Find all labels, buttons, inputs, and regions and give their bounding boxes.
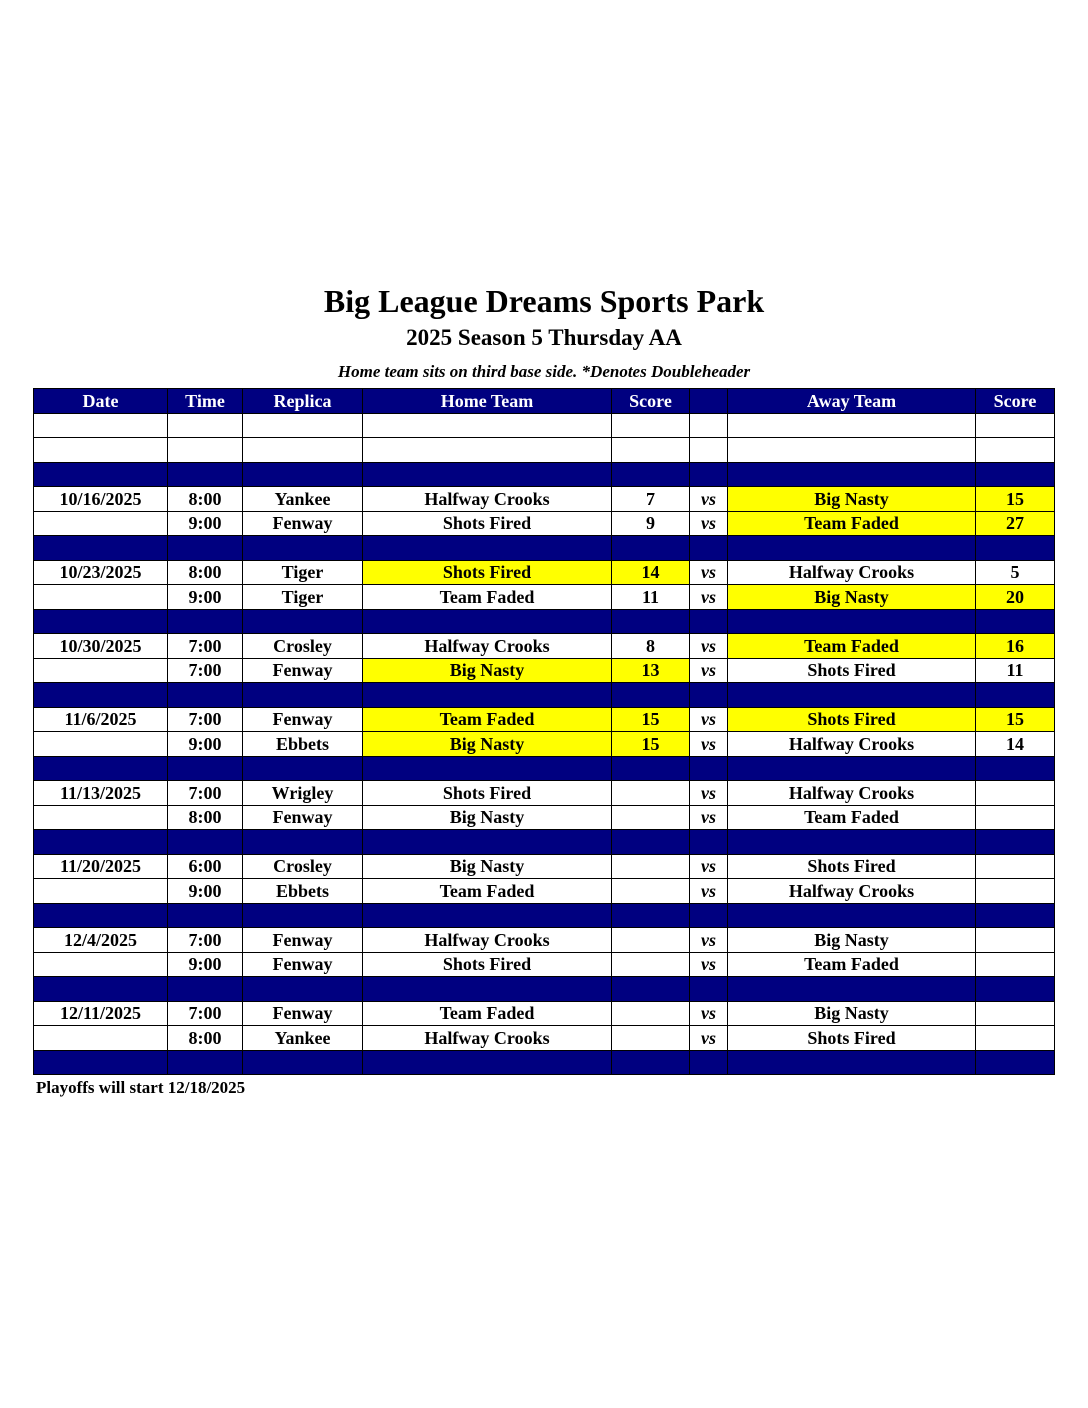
vs-label: vs bbox=[690, 952, 728, 977]
home-score: 13 bbox=[612, 658, 690, 683]
game-date: 11/6/2025 bbox=[34, 707, 168, 732]
game-date: 12/4/2025 bbox=[34, 928, 168, 953]
home-team: Big Nasty bbox=[363, 732, 612, 757]
header-home-score: Score bbox=[612, 389, 690, 414]
game-replica: Tiger bbox=[243, 585, 363, 610]
away-score bbox=[976, 781, 1055, 806]
separator-row bbox=[34, 830, 1055, 855]
separator-row bbox=[34, 977, 1055, 1002]
away-score bbox=[976, 879, 1055, 904]
vs-label: vs bbox=[690, 511, 728, 536]
home-score: 15 bbox=[612, 707, 690, 732]
game-replica: Fenway bbox=[243, 658, 363, 683]
away-team: Halfway Crooks bbox=[728, 732, 976, 757]
game-date bbox=[34, 1026, 168, 1051]
home-team: Team Faded bbox=[363, 585, 612, 610]
game-replica: Fenway bbox=[243, 511, 363, 536]
away-score bbox=[976, 952, 1055, 977]
game-time: 8:00 bbox=[168, 487, 243, 512]
home-team: Halfway Crooks bbox=[363, 634, 612, 659]
away-team: Halfway Crooks bbox=[728, 781, 976, 806]
game-replica: Wrigley bbox=[243, 781, 363, 806]
vs-label: vs bbox=[690, 585, 728, 610]
game-row bbox=[34, 634, 1055, 659]
away-score: 5 bbox=[976, 560, 1055, 585]
vs-label: vs bbox=[690, 854, 728, 879]
game-time: 7:00 bbox=[168, 781, 243, 806]
away-score: 15 bbox=[976, 707, 1055, 732]
game-row bbox=[34, 854, 1055, 879]
game-row bbox=[34, 732, 1055, 757]
game-row bbox=[34, 658, 1055, 683]
away-score: 14 bbox=[976, 732, 1055, 757]
separator-row bbox=[34, 1050, 1055, 1075]
home-score: 14 bbox=[612, 560, 690, 585]
game-replica: Ebbets bbox=[243, 732, 363, 757]
schedule-table bbox=[33, 388, 1055, 1075]
home-score: 11 bbox=[612, 585, 690, 610]
game-date bbox=[34, 732, 168, 757]
away-team: Team Faded bbox=[728, 634, 976, 659]
game-time: 8:00 bbox=[168, 1026, 243, 1051]
game-row bbox=[34, 560, 1055, 585]
game-time: 7:00 bbox=[168, 634, 243, 659]
away-team: Shots Fired bbox=[728, 658, 976, 683]
away-score: 27 bbox=[976, 511, 1055, 536]
game-date bbox=[34, 658, 168, 683]
game-replica: Fenway bbox=[243, 707, 363, 732]
away-score: 15 bbox=[976, 487, 1055, 512]
game-replica: Fenway bbox=[243, 805, 363, 830]
vs-label: vs bbox=[690, 928, 728, 953]
home-score bbox=[612, 1026, 690, 1051]
header-vs bbox=[690, 389, 728, 414]
playoffs-note: Playoffs will start 12/18/2025 bbox=[36, 1078, 246, 1097]
game-date: 11/20/2025 bbox=[34, 854, 168, 879]
away-team: Halfway Crooks bbox=[728, 560, 976, 585]
game-row bbox=[34, 585, 1055, 610]
away-team: Shots Fired bbox=[728, 1026, 976, 1051]
game-date: 10/16/2025 bbox=[34, 487, 168, 512]
game-time: 7:00 bbox=[168, 658, 243, 683]
home-score: 7 bbox=[612, 487, 690, 512]
game-time: 9:00 bbox=[168, 952, 243, 977]
separator-row bbox=[34, 903, 1055, 928]
home-team: Shots Fired bbox=[363, 781, 612, 806]
game-row bbox=[34, 511, 1055, 536]
home-team: Team Faded bbox=[363, 879, 612, 904]
home-team: Shots Fired bbox=[363, 560, 612, 585]
home-team: Team Faded bbox=[363, 707, 612, 732]
away-score: 20 bbox=[976, 585, 1055, 610]
game-date bbox=[34, 805, 168, 830]
header-home-team: Home Team bbox=[363, 389, 612, 414]
game-replica: Yankee bbox=[243, 487, 363, 512]
vs-label: vs bbox=[690, 1001, 728, 1026]
away-score bbox=[976, 928, 1055, 953]
game-time: 7:00 bbox=[168, 928, 243, 953]
game-time: 8:00 bbox=[168, 805, 243, 830]
away-team: Team Faded bbox=[728, 805, 976, 830]
away-score: 16 bbox=[976, 634, 1055, 659]
game-replica: Crosley bbox=[243, 854, 363, 879]
away-team: Big Nasty bbox=[728, 487, 976, 512]
home-team: Shots Fired bbox=[363, 952, 612, 977]
header-away-score: Score bbox=[976, 389, 1055, 414]
header-away-team: Away Team bbox=[728, 389, 976, 414]
game-date bbox=[34, 511, 168, 536]
vs-label: vs bbox=[690, 781, 728, 806]
vs-label: vs bbox=[690, 560, 728, 585]
game-time: 9:00 bbox=[168, 879, 243, 904]
home-score bbox=[612, 952, 690, 977]
header-replica: Replica bbox=[243, 389, 363, 414]
game-time: 9:00 bbox=[168, 511, 243, 536]
home-score bbox=[612, 781, 690, 806]
game-replica: Ebbets bbox=[243, 879, 363, 904]
separator-row bbox=[34, 536, 1055, 561]
game-date: 10/30/2025 bbox=[34, 634, 168, 659]
separator-row bbox=[34, 609, 1055, 634]
page-title: Big League Dreams Sports Park bbox=[323, 283, 765, 319]
home-team: Halfway Crooks bbox=[363, 487, 612, 512]
game-time: 7:00 bbox=[168, 1001, 243, 1026]
game-date: 12/11/2025 bbox=[34, 1001, 168, 1026]
blank-row bbox=[34, 438, 1055, 463]
away-score: 11 bbox=[976, 658, 1055, 683]
vs-label: vs bbox=[690, 879, 728, 904]
home-score: 15 bbox=[612, 732, 690, 757]
header-time: Time bbox=[168, 389, 243, 414]
vs-label: vs bbox=[690, 487, 728, 512]
game-time: 9:00 bbox=[168, 732, 243, 757]
game-row bbox=[34, 707, 1055, 732]
game-time: 9:00 bbox=[168, 585, 243, 610]
vs-label: vs bbox=[690, 1026, 728, 1051]
vs-label: vs bbox=[690, 707, 728, 732]
home-team: Halfway Crooks bbox=[363, 928, 612, 953]
vs-label: vs bbox=[690, 658, 728, 683]
game-row bbox=[34, 805, 1055, 830]
home-team: Big Nasty bbox=[363, 805, 612, 830]
separator-row bbox=[34, 756, 1055, 781]
away-team: Big Nasty bbox=[728, 585, 976, 610]
game-row bbox=[34, 781, 1055, 806]
vs-label: vs bbox=[690, 634, 728, 659]
game-date bbox=[34, 879, 168, 904]
schedule-body bbox=[34, 413, 1055, 1075]
home-score bbox=[612, 805, 690, 830]
header-row bbox=[34, 389, 1055, 414]
separator-row bbox=[34, 683, 1055, 708]
header-date: Date bbox=[34, 389, 168, 414]
away-team: Big Nasty bbox=[728, 928, 976, 953]
away-score bbox=[976, 805, 1055, 830]
away-team: Big Nasty bbox=[728, 1001, 976, 1026]
game-replica: Crosley bbox=[243, 634, 363, 659]
home-score: 8 bbox=[612, 634, 690, 659]
game-time: 6:00 bbox=[168, 854, 243, 879]
game-date: 10/23/2025 bbox=[34, 560, 168, 585]
home-team: Big Nasty bbox=[363, 658, 612, 683]
vs-label: vs bbox=[690, 732, 728, 757]
game-row bbox=[34, 879, 1055, 904]
game-row bbox=[34, 928, 1055, 953]
game-replica: Fenway bbox=[243, 928, 363, 953]
page-subtitle: 2025 Season 5 Thursday AA bbox=[406, 325, 682, 350]
game-replica: Yankee bbox=[243, 1026, 363, 1051]
away-score bbox=[976, 854, 1055, 879]
game-time: 8:00 bbox=[168, 560, 243, 585]
away-team: Team Faded bbox=[728, 511, 976, 536]
home-score bbox=[612, 854, 690, 879]
away-score bbox=[976, 1001, 1055, 1026]
home-score bbox=[612, 928, 690, 953]
away-team: Shots Fired bbox=[728, 707, 976, 732]
separator-row bbox=[34, 462, 1055, 487]
game-row bbox=[34, 1001, 1055, 1026]
away-team: Team Faded bbox=[728, 952, 976, 977]
game-replica: Fenway bbox=[243, 952, 363, 977]
home-team: Shots Fired bbox=[363, 511, 612, 536]
game-replica: Tiger bbox=[243, 560, 363, 585]
blank-row bbox=[34, 413, 1055, 438]
game-row bbox=[34, 952, 1055, 977]
game-replica: Fenway bbox=[243, 1001, 363, 1026]
home-score bbox=[612, 1001, 690, 1026]
home-team: Team Faded bbox=[363, 1001, 612, 1026]
home-team: Big Nasty bbox=[363, 854, 612, 879]
game-date bbox=[34, 952, 168, 977]
game-time: 7:00 bbox=[168, 707, 243, 732]
game-row bbox=[34, 1026, 1055, 1051]
away-team: Shots Fired bbox=[728, 854, 976, 879]
game-row bbox=[34, 487, 1055, 512]
home-score: 9 bbox=[612, 511, 690, 536]
home-team: Halfway Crooks bbox=[363, 1026, 612, 1051]
away-score bbox=[976, 1026, 1055, 1051]
schedule-note: Home team sits on third base side. *Denotes Doubleheader bbox=[337, 362, 751, 381]
home-score bbox=[612, 879, 690, 904]
game-date: 11/13/2025 bbox=[34, 781, 168, 806]
vs-label: vs bbox=[690, 805, 728, 830]
game-date bbox=[34, 585, 168, 610]
away-team: Halfway Crooks bbox=[728, 879, 976, 904]
